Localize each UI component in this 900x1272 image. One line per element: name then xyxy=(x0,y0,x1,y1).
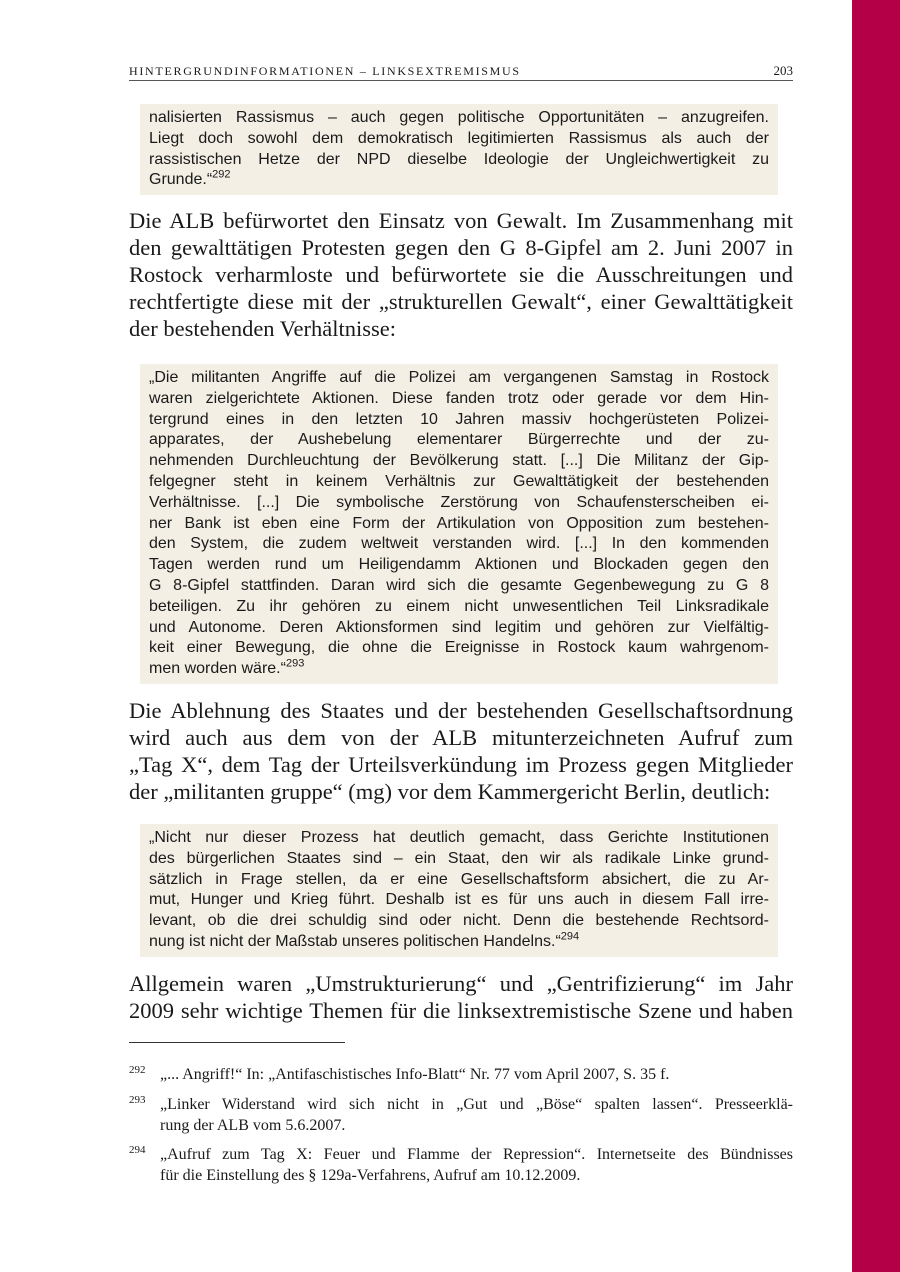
page-number: 203 xyxy=(773,63,793,78)
quote-line: sätzlich in Frage stellen, da er eine Gesellschaftsform absichert, die zu Ar- xyxy=(149,870,769,888)
quote-line: Verhältnisse. [...] Die symbolische Zerstörung von Schaufensterscheiben ei- xyxy=(149,493,769,511)
quote-line: keit einer Bewegung, die ohne die Ereignisse in Rostock kaum wahrgenom- xyxy=(149,639,769,657)
quote-line: beteiligen. Zu ihr gehören zu einem nicht unwesentlichen Teil Linksradikale xyxy=(149,597,769,615)
quote-line: Tagen werden rund um Heiligendamm Aktionen und Blockaden gegen den xyxy=(149,556,769,574)
footnote-294 xyxy=(129,1144,793,1186)
running-header xyxy=(129,62,793,81)
text-line: rechtfertigte diese mit der „strukturellen Gewalt“, einer Gewalttätigkeit xyxy=(129,289,793,314)
quote-line: men worden wäre.“$^{293}$ xyxy=(149,657,305,678)
quote-line: und Autonome. Deren Aktionsformen sind legitim und gehören zur Vielfältig- xyxy=(149,618,769,636)
text-line: Allgemein waren „Umstrukturierung“ und „Gentrifizierung“ im Jahr xyxy=(129,971,793,996)
quote-line: „Die militanten Angriffe auf die Polizei am vergangenen Samstag in Rostock xyxy=(149,369,769,386)
quote-line: felgegner steht in keinem Verhältnis zur Gewalttätigkeit der bestehenden xyxy=(149,472,769,490)
footnote-line: „Linker Widerstand wird sich nicht in „Gut und „Böse“ spalten lassen“. Presseerklä- xyxy=(160,1096,793,1113)
magenta-side-band xyxy=(852,0,900,1272)
quote-block-3 xyxy=(140,824,778,957)
body-paragraph-3 xyxy=(129,970,793,1024)
quote-line: Liegt doch sowohl dem demokratisch legitimierten Rassismus als auch der xyxy=(149,129,769,147)
quote-line: rassistischen Hetze der NPD dieselbe Ideologie der Ungleichwertigkeit zu xyxy=(149,150,769,168)
text-line: 2009 sehr wichtige Themen für die linksextremistische Szene und haben xyxy=(129,998,793,1023)
footnote-line: für die Einstellung des § 129a-Verfahrens, Aufruf am 10.12.2009. xyxy=(160,1167,581,1184)
quote-line: waren zielgerichtete Aktionen. Diese fanden trotz oder gerade vor dem Hin- xyxy=(149,389,769,407)
text-line: Rostock verharmloste und befürwortete sie die Ausschreitungen und xyxy=(129,262,793,287)
footnote-text xyxy=(160,1144,793,1186)
quote-line: G 8-Gipfel stattfinden. Daran wird sich die gesamte Gegenbewegung zu G 8 xyxy=(149,576,769,594)
quote-line: nung ist nicht der Maßstab unseres politischen Handelns.“$^{294}$ xyxy=(149,930,580,950)
footnote-292 xyxy=(129,1064,793,1085)
quote-line: Grunde.“$^{292}$ xyxy=(149,169,231,189)
quote-line: tergrund eines in den letzten 10 Jahren massiv hochgerüsteten Polizei- xyxy=(149,410,769,428)
text-line: den gewalttätigen Protesten gegen den G 8-Gipfel am 2. Juni 2007 in xyxy=(129,235,793,260)
text-line: „Tag X“, dem Tag der Urteilsverkündung im Prozess gegen Mitglieder xyxy=(129,752,793,777)
quote-line: nehmenden Durchleuchtung der Bevölkerung statt. [...] Die Militanz der Gip- xyxy=(149,452,769,470)
quote-block-2 xyxy=(140,364,778,684)
text-line: Die Ablehnung des Staates und der bestehenden Gesellschaftsordnung xyxy=(129,698,793,723)
footnote-number: 293 xyxy=(129,1094,146,1106)
text-line: der „militanten gruppe“ (mg) vor dem Kammergericht Berlin, deutlich: xyxy=(129,779,771,804)
quote-line: „Nicht nur dieser Prozess hat deutlich gemacht, dass Gerichte Institutionen xyxy=(149,829,769,846)
text-line: wird auch aus dem von der ALB mitunterzeichneten Aufruf zum xyxy=(129,725,793,750)
footnote-line: „Aufruf zum Tag X: Feuer und Flamme der Repression“. Internetseite des Bündnisses xyxy=(160,1146,793,1163)
quote-block-1 xyxy=(140,104,778,195)
quote-line: levant, ob die drei schuldig sind oder nicht. Denn die bestehende Rechtsord- xyxy=(149,912,769,930)
footnote-293 xyxy=(129,1094,793,1136)
footnote-ref: 293 xyxy=(285,657,305,670)
quote-line: apparates, der Aushebelung elementarer Bürgerrechte und der zu- xyxy=(149,431,769,449)
footnote-line: rung der ALB vom 5.6.2007. xyxy=(160,1117,346,1134)
body-paragraph-2 xyxy=(129,697,793,805)
quote-line: nalisierten Rassismus – auch gegen politische Opportunitäten – anzugreifen. xyxy=(149,109,769,126)
body-paragraph-1 xyxy=(129,207,793,342)
footnote-text xyxy=(160,1094,793,1136)
text-line: der bestehenden Verhältnisse: xyxy=(129,316,397,341)
quote-line: den System, die zudem weltweit verstanden wird. [...] In den kommenden xyxy=(149,535,769,553)
text-line: Die ALB befürwortet den Einsatz von Gewalt. Im Zusammenhang mit xyxy=(129,208,793,233)
header-title: HINTERGRUNDINFORMATIONEN – LINKSEXTREMISMUS xyxy=(129,64,521,78)
footnote-ref: 292 xyxy=(212,169,231,182)
footnote-line: „... Angriff!“ In: „Antifaschistisches Info-Blatt“ Nr. 77 vom April 2007, S. 35 f. xyxy=(160,1066,670,1083)
quote-line: mut, Hunger und Krieg führt. Deshalb ist es für uns auch in diesem Fall irre- xyxy=(149,891,769,909)
quote-line: ner Bank ist eben eine Form der Artikulation von Opposition zum bestehen- xyxy=(149,514,769,532)
footnote-number: 294 xyxy=(129,1144,146,1156)
footnote-separator xyxy=(129,1042,345,1043)
quote-line: des bürgerlichen Staates sind – ein Staat, den wir als radikale Linke grund- xyxy=(149,849,769,867)
footnote-ref: 294 xyxy=(560,930,580,943)
footnote-text xyxy=(160,1064,793,1085)
footnote-number: 292 xyxy=(129,1064,146,1076)
